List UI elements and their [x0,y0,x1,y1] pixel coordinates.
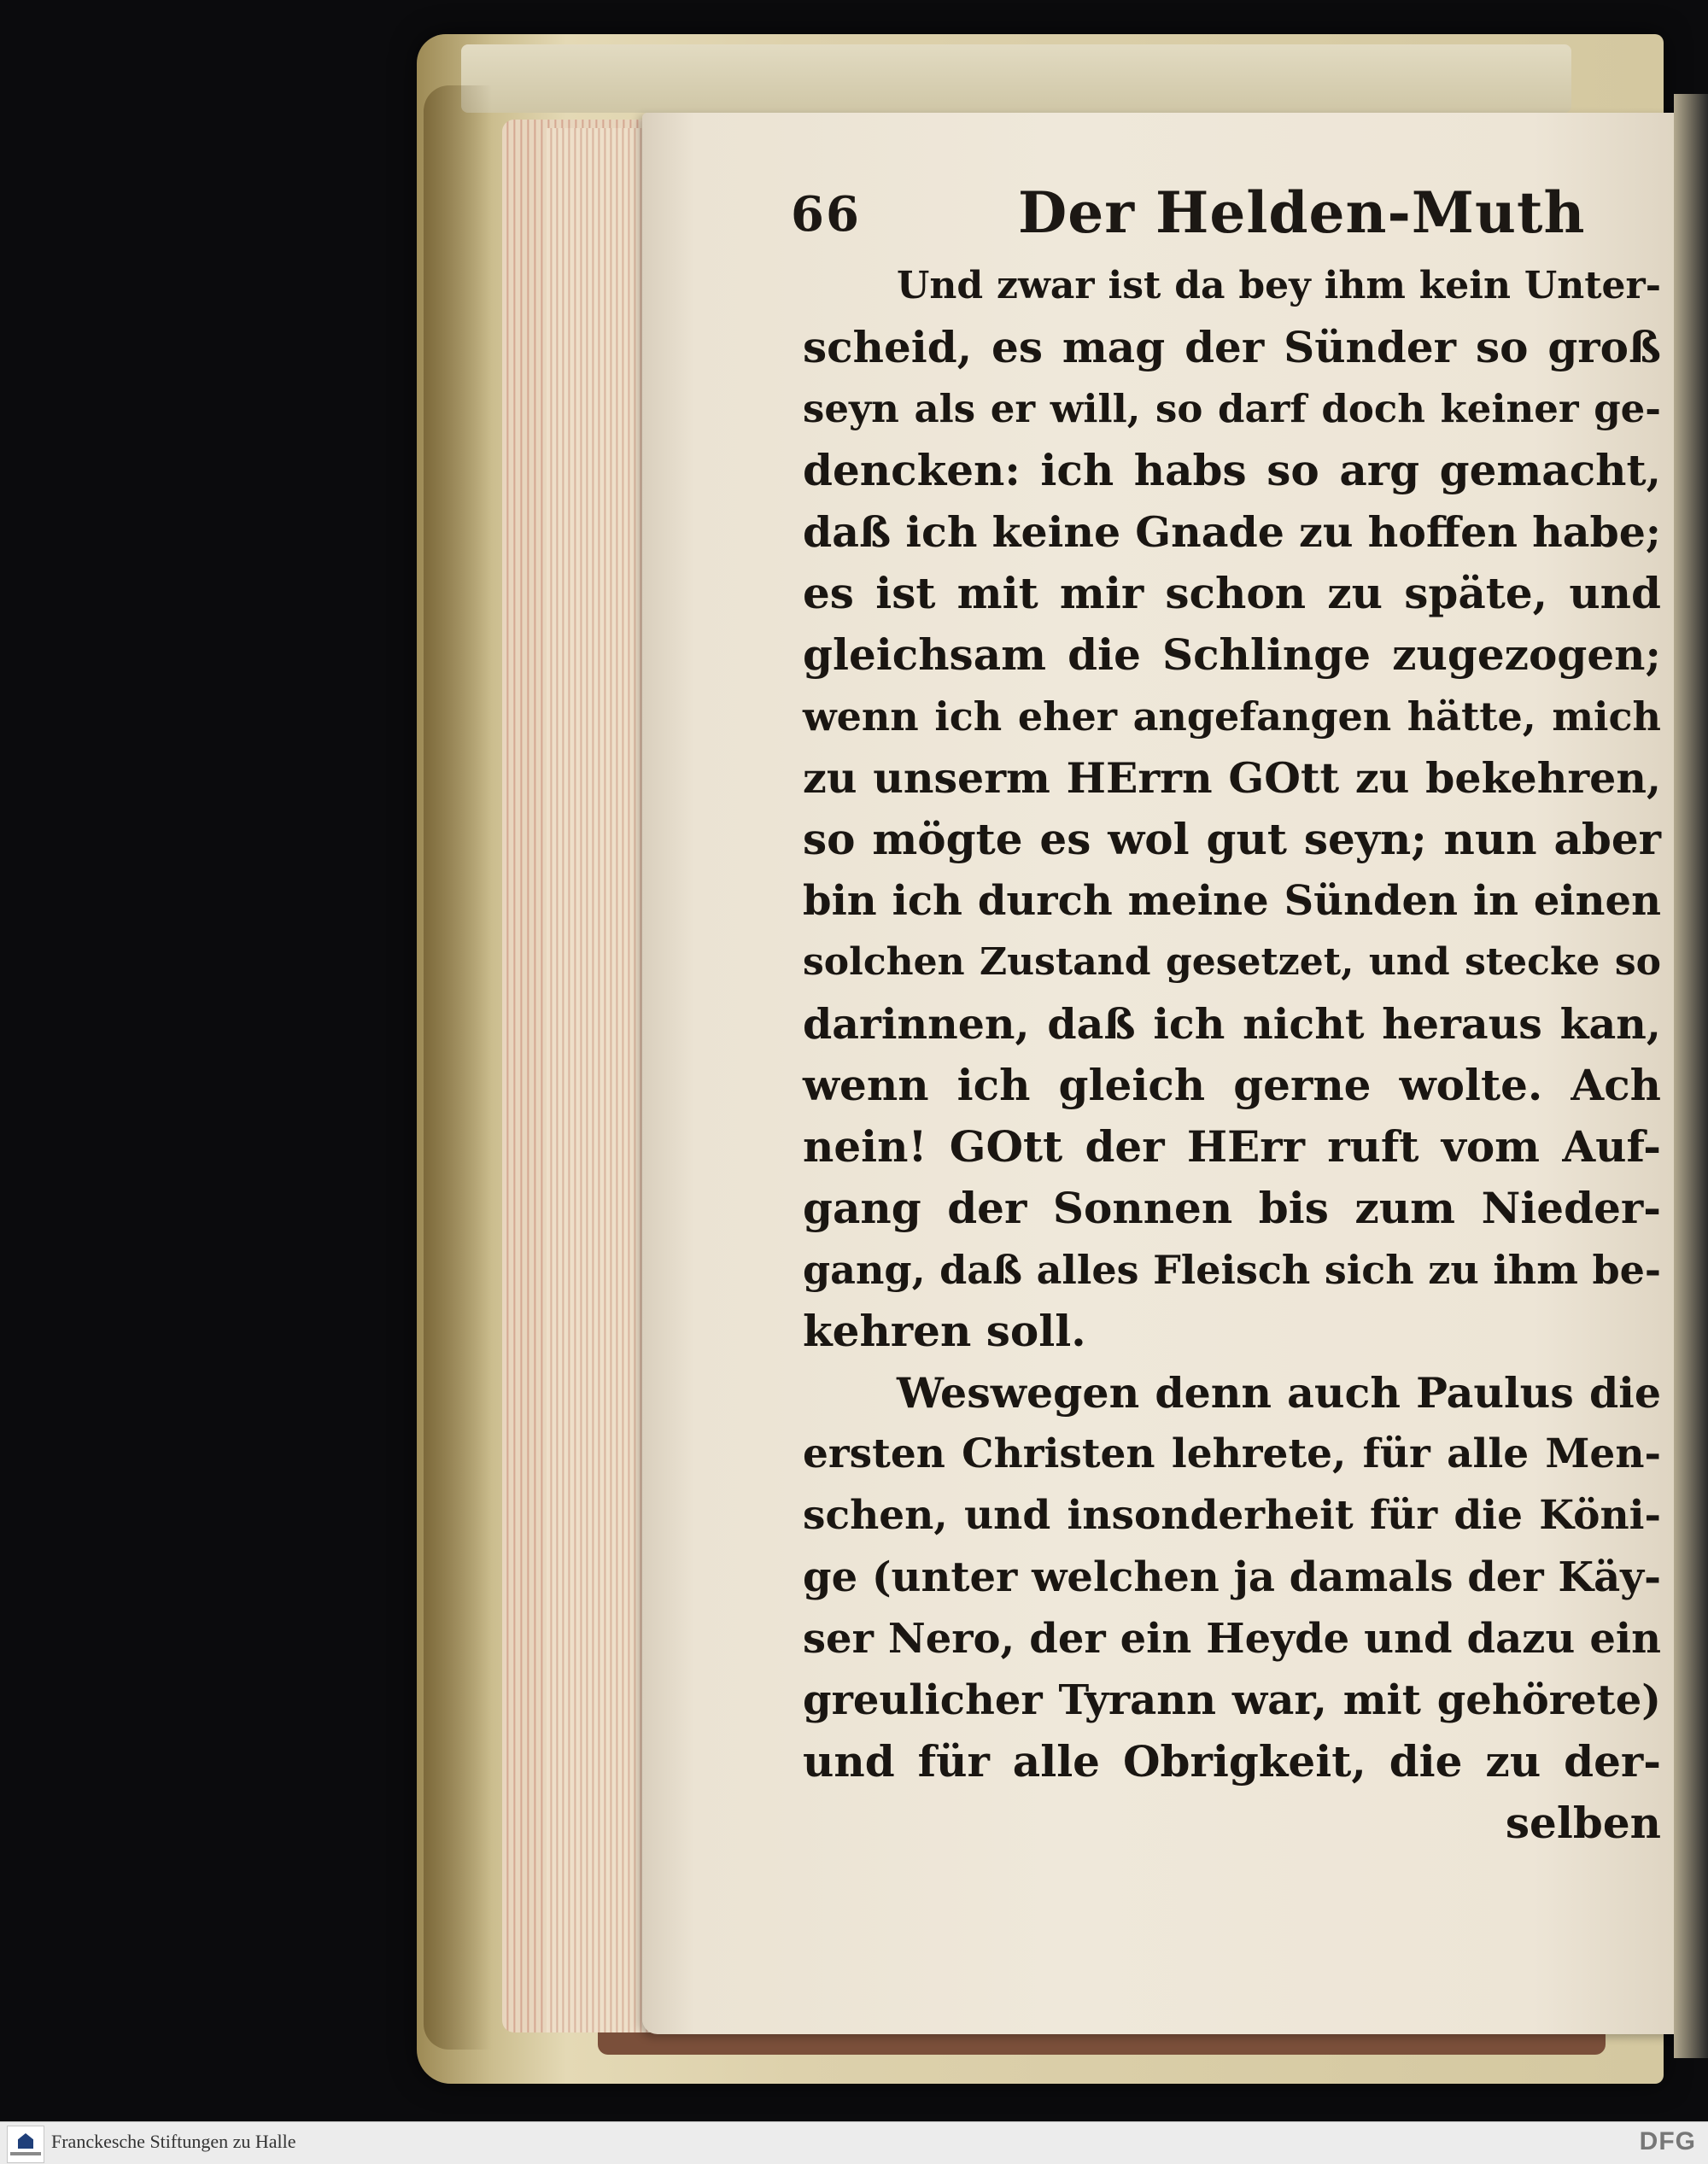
text-line: bin ich durch meine Sünden in einen [803,877,1661,925]
dfg-logo[interactable]: DFG [1639,2127,1696,2155]
text-line: gang, daß alles Fleisch sich zu ihm be- [803,1247,1661,1293]
text-line: gang der Sonnen bis zum Nieder- [803,1183,1661,1233]
text-line: Und zwar ist da bey ihm kein Unter- [897,264,1661,307]
text-line: Weswegen denn auch Paulus die [897,1368,1661,1418]
text-line: gleichsam die Schlinge zugezogen; [803,629,1661,680]
body-text [803,256,1661,1879]
text-line: dencken: ich habs so arg gemacht, [803,445,1661,495]
page-number: 66 [791,186,861,243]
running-head: Der Helden-Muth [1018,179,1586,246]
spine-shadow [424,85,492,2050]
text-line: und für alle Obrigkeit, die zu der- [803,1736,1661,1787]
page-header [791,176,1645,248]
viewer-footer [0,2121,1708,2164]
text-line: ersten Christen lehrete, für alle Men- [803,1430,1661,1477]
text-line: greulicher Tyrann war, mit gehörete) [803,1676,1661,1724]
text-line: nein! GOtt der HErr ruft vom Auf- [803,1121,1661,1172]
text-line: kehren soll. [803,1306,1086,1356]
text-line: es ist mit mir schon zu späte, und [803,568,1661,618]
text-line: ge (unter welchen ja damals der Käy- [803,1553,1661,1601]
text-line: wenn ich gleich gerne wolte. Ach [803,1060,1661,1110]
text-line: solchen Zustand gesetzet, und stecke so [803,940,1661,984]
text-line: daß ich keine Gnade zu hoffen habe; [803,507,1661,557]
text-line: schen, und insonderheit für die Köni- [803,1492,1661,1539]
text-line: so mögte es wol gut seyn; nun aber [803,814,1661,864]
facing-page-edge [1674,94,1708,2058]
text-line: scheid, es mag der Sünder so groß [803,322,1661,372]
text-line: zu unserm HErrn GOtt zu bekehren, [803,753,1661,803]
text-line: seyn als er will, so darf doch keiner ge- [803,386,1661,431]
text-line: wenn ich eher angefangen hätte, mich [803,693,1661,740]
catchword: selben [1505,1798,1661,1848]
institution-name[interactable]: Franckesche Stiftungen zu Halle [51,2131,296,2152]
text-line: ser Nero, der ein Heyde und dazu ein [803,1615,1661,1663]
text-line: darinnen, daß ich nicht heraus kan, [803,999,1661,1049]
cover-top-edge [461,44,1571,113]
institution-logo-icon[interactable] [7,2126,44,2163]
